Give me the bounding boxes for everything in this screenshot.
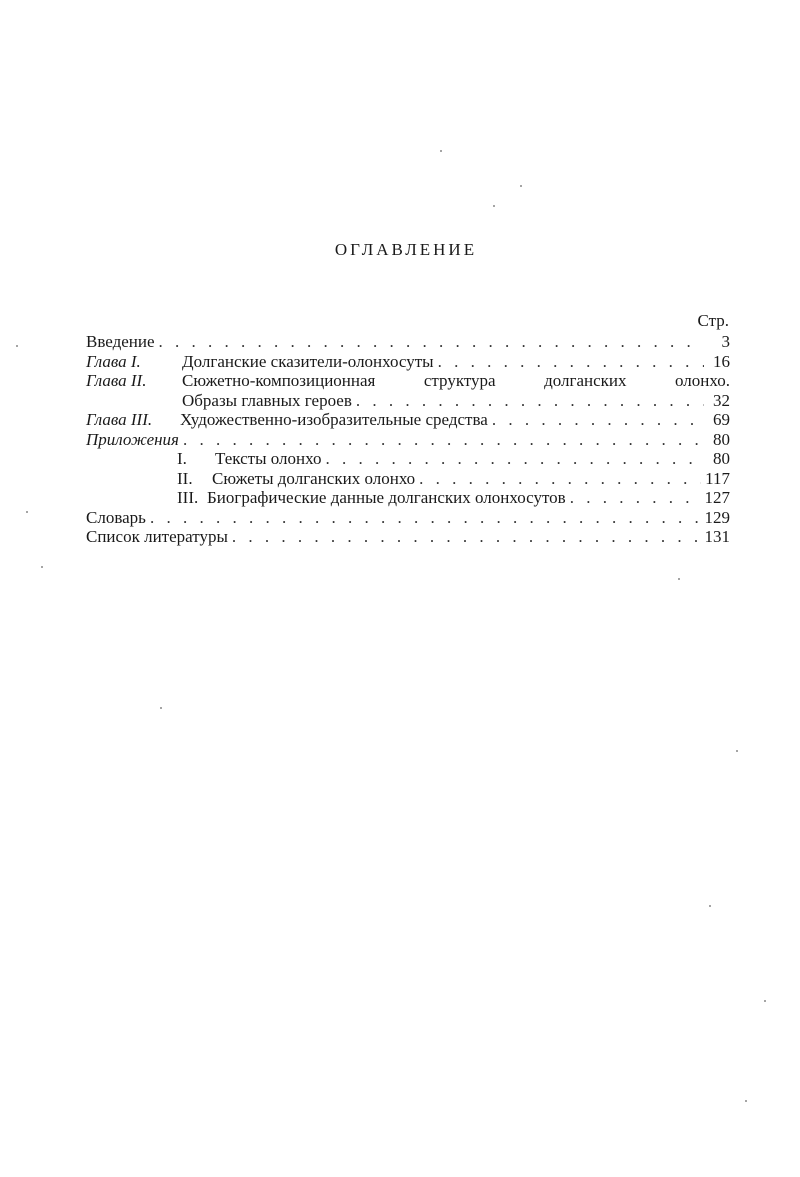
toc-page-number: 127 xyxy=(704,488,730,507)
toc-page-number: 16 xyxy=(713,351,730,371)
toc-entry-text: Сюжеты долганских олонхо xyxy=(212,468,416,488)
toc-entry-text: Тексты олонхо xyxy=(215,449,322,468)
toc-entry-bibliography[interactable] xyxy=(86,527,730,547)
page-title: ОГЛАВЛЕНИЕ xyxy=(334,240,478,259)
toc-entry-glossary[interactable] xyxy=(86,508,730,528)
toc-entry-appendices[interactable] xyxy=(86,430,730,450)
scan-speck xyxy=(678,578,680,580)
toc-entry-text: Долганские сказители-олонхосуты xyxy=(182,351,434,371)
toc-entry-text: Художественно-изобразительные средства xyxy=(180,410,488,429)
toc-sub-number: I. xyxy=(177,449,187,468)
scan-speck xyxy=(736,750,738,752)
scan-speck xyxy=(16,345,18,347)
toc-entry-text: Список литературы xyxy=(86,527,228,546)
toc-entry-text: Введение xyxy=(86,332,155,351)
scan-speck xyxy=(493,205,495,207)
toc-chapter-label: Глава II. xyxy=(86,371,147,390)
toc-entry-chapter-2-continued[interactable] xyxy=(86,391,730,411)
toc-entry-appendix-2[interactable] xyxy=(86,469,730,489)
toc-leader-dots xyxy=(183,430,704,450)
toc-page-number: 32 xyxy=(713,390,730,410)
toc-entry-chapter-3[interactable] xyxy=(86,410,730,430)
page-column-label: Стр. xyxy=(697,311,729,330)
toc-chapter-label: Глава I. xyxy=(86,351,141,371)
scan-speck xyxy=(41,566,43,568)
toc-leader-dots xyxy=(150,508,701,528)
toc-entry-introduction[interactable] xyxy=(86,332,730,352)
toc-leader-dots xyxy=(325,449,704,469)
scan-speck xyxy=(160,707,162,709)
toc-entry-appendix-3[interactable] xyxy=(86,488,730,508)
toc-entry-chapter-2[interactable] xyxy=(86,371,730,391)
scan-speck xyxy=(520,185,522,187)
toc-page-number: 117 xyxy=(705,468,730,488)
toc-page-number: 3 xyxy=(721,332,730,351)
toc-page-number: 131 xyxy=(704,527,730,546)
toc-entry-appendix-1[interactable] xyxy=(86,449,730,469)
toc-sub-number: III. xyxy=(177,488,199,507)
scan-speck xyxy=(440,150,442,152)
toc-chapter-label: Глава III. xyxy=(86,410,153,429)
scan-speck xyxy=(745,1100,747,1102)
toc-leader-dots xyxy=(232,527,701,547)
toc-leader-dots xyxy=(356,391,704,411)
toc-page-number: 80 xyxy=(713,429,730,449)
toc-entry-text: Биографические данные долганских олонхосутов xyxy=(207,488,566,507)
scan-speck xyxy=(26,511,28,513)
toc-entry-text: Словарь xyxy=(86,507,146,527)
scan-speck xyxy=(764,1000,766,1002)
toc-page-number: 129 xyxy=(704,507,730,527)
toc-sub-number: II. xyxy=(177,468,193,488)
toc-entry-text: Образы главных героев xyxy=(182,390,352,410)
toc-leader-dots xyxy=(438,352,704,372)
toc-page-number: 69 xyxy=(713,410,730,429)
table-of-contents xyxy=(86,332,730,547)
toc-page-number: 80 xyxy=(713,449,730,468)
toc-entry-text: Сюжетно-композиционная структура долганских олонхо. xyxy=(182,371,730,390)
toc-entry-text: Приложения xyxy=(86,429,179,449)
toc-leader-dots xyxy=(159,332,704,352)
toc-leader-dots xyxy=(419,469,701,489)
scan-speck xyxy=(709,905,711,907)
toc-leader-dots xyxy=(570,488,701,508)
toc-leader-dots xyxy=(492,410,704,430)
toc-entry-chapter-1[interactable] xyxy=(86,352,730,372)
